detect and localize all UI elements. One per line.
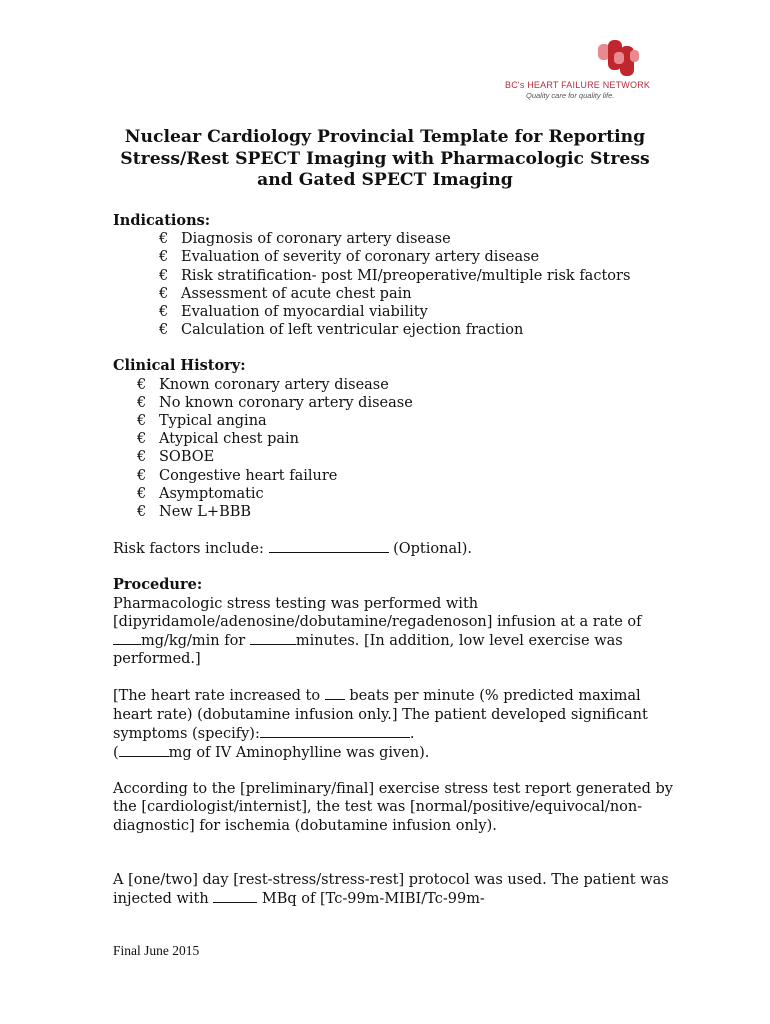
procedure-paragraph-2: [The heart rate increased to beats per minute (% predicted maximal heart rate) (dobutamine infusion only.] The patient developed significant symptoms (specify): . ( mg of IV Aminophylline was given). [113,688,648,762]
list-item: € Typical angina [137,413,267,430]
heart-failure-network-logo [500,36,650,106]
logo-name: BC's HEART FAILURE NETWORK [505,80,651,90]
risk-factors-blank[interactable] [269,539,389,553]
list-item: € SOBOE [137,449,215,466]
list-item: € Diagnosis of coronary artery disease [159,231,451,248]
procedure-paragraph-3: According to the [preliminary/final] exercise stress test report generated by the [cardiologist/internist], the test was [normal/positive/equivocal/non-diagnostic] for ischemia (dobutamine infusion only). [113,781,673,834]
symptoms-blank[interactable] [260,724,410,738]
procedure-heading: Procedure: [113,576,203,594]
checkbox-bullet-icon[interactable]: € [159,231,169,248]
checkbox-bullet-icon[interactable]: € [137,413,147,430]
list-item: € Risk stratification- post MI/preoperative/multiple risk factors [159,267,631,284]
checkbox-bullet-icon[interactable]: € [159,285,169,302]
list-item: € Asymptomatic [137,485,264,502]
indications-heading: Indications: [113,212,211,229]
list-item: € New L+BBB [137,504,252,521]
mbq-dose-blank[interactable] [213,889,257,903]
checkbox-bullet-icon[interactable]: € [137,376,147,393]
aminophylline-blank[interactable] [119,743,169,757]
procedure-paragraph-1: Pharmacologic stress testing was performed with [dipyridamole/adenosine/dobutamine/regadenoson] infusion at a rate of mg/kg/min for minutes. [In addition, low level exercise was performed.] [113,595,642,668]
checkbox-bullet-icon[interactable]: € [159,322,169,339]
list-item: € Evaluation of severity of coronary artery disease [159,249,540,266]
checkbox-bullet-icon[interactable]: € [137,449,147,466]
checkbox-bullet-icon[interactable]: € [137,394,147,411]
list-item: € Assessment of acute chest pain [159,285,412,302]
checkbox-bullet-icon[interactable]: € [159,304,169,321]
logo-tagline: Quality care for quality life. [526,91,615,100]
indications-list [113,230,673,339]
checkbox-bullet-icon[interactable]: € [137,467,147,484]
dose-rate-blank[interactable] [113,631,141,645]
procedure-paragraph-4: A [one/two] day [rest-stress/stress-rest] protocol was used. The patient was injected with MBq of [Tc-99m-MIBI/Tc-99m- [113,871,669,908]
infusion-minutes-blank[interactable] [250,631,296,645]
document-title: Nuclear Cardiology Provincial Template for Reporting Stress/Rest SPECT Imaging with Pharmacologic Stress and Gated SPECT Imaging [120,127,650,190]
checkbox-bullet-icon[interactable]: € [137,504,147,521]
list-item: € Atypical chest pain [137,431,299,448]
document-body [113,212,673,908]
list-item: € No known coronary artery disease [137,394,413,411]
clinical-history-heading: Clinical History: [113,357,246,375]
heart-rate-blank[interactable] [325,686,345,700]
checkbox-bullet-icon[interactable]: € [159,267,169,284]
checkbox-bullet-icon[interactable]: € [137,431,147,448]
list-item: € Congestive heart failure [137,467,338,484]
checkbox-bullet-icon[interactable]: € [159,249,169,266]
clinical-history-list [113,376,673,522]
list-item: € Known coronary artery disease [137,376,389,393]
list-item: € Evaluation of myocardial viability [159,304,428,321]
list-item: € Calculation of left ventricular ejection fraction [159,322,524,339]
heart-network-logo-icon [594,38,642,78]
page-footer: Final June 2015 [113,943,200,958]
risk-factors-line: Risk factors include: (Optional). [113,541,473,558]
checkbox-bullet-icon[interactable]: € [137,485,147,502]
